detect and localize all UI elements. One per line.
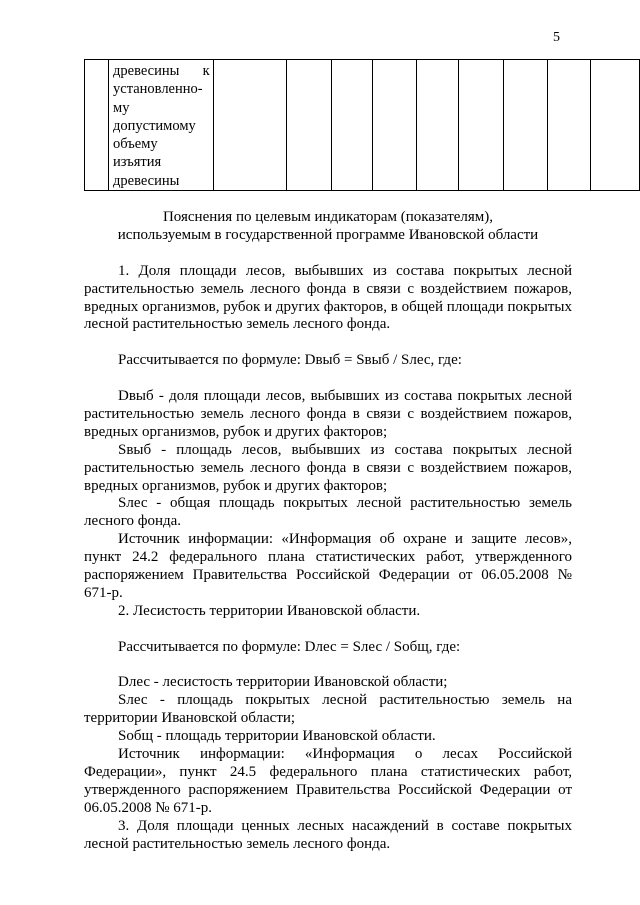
cell-word: древесины [113, 63, 180, 79]
cell-line: древесины [113, 172, 180, 189]
cell-line [113, 62, 210, 80]
indicator-2-definition: Dлес - лесистость территории Ивановской области; [118, 674, 448, 691]
cell-line: допустимому [113, 117, 196, 134]
cell-line: изъятия [113, 154, 162, 171]
cell-line: му [113, 99, 130, 116]
heading-line: используемым в государственной программе Ивановской области [117, 226, 539, 243]
indicator-3-title: 3. Доля площади ценных лесных насаждений в составе покрытых лесной растительностью земель лесного фонда. [84, 817, 572, 852]
cell-line: установленно- [113, 81, 203, 98]
table-cell-indicator [109, 60, 214, 191]
section-heading [84, 209, 572, 245]
indicator-1-formula: Рассчитывается по формуле: Dвыб = Sвыб / Sлес, где: [118, 352, 462, 369]
indicator-1-title: 1. Доля площади лесов, выбывших из состава покрытых лесной растительностью земель лесного фонда в связи с воздействием пожаров, вредных организмов, рубок и других факторов, в общей площади покрытых лесной растительностью земель лесного фонда. [84, 262, 572, 333]
table-row [85, 60, 640, 191]
indicator-table-fragment [84, 59, 640, 191]
indicator-1-source: Источник информации: «Информация об охране и защите лесов», пункт 24.2 федерального плана статистических работ, утвержденного распоряжением Правительства Российской Федерации от 06.05.2008 № 671-р. [84, 531, 572, 601]
indicator-1-definition: Sлес - общая площадь покрытых лесной растительностью земель лесного фонда. [84, 495, 572, 530]
table-cell-empty [547, 60, 590, 191]
table-cell-empty [331, 60, 372, 191]
page-number: 5 [553, 30, 560, 45]
indicator-2-title: 2. Лесистость территории Ивановской области. [118, 602, 421, 619]
table-cell-number [85, 60, 109, 191]
document-body [84, 209, 572, 854]
indicator-1-definition: Sвыб - площадь лесов, выбывших из состава покрытых лесной растительностью земель лесного фонда в связи с воздействием пожаров, вредных организмов, рубок и других факторов; [84, 441, 572, 494]
indicator-2-formula: Рассчитывается по формуле: Dлес = Sлес / Sобщ, где: [118, 638, 461, 655]
cell-line: объему [113, 136, 158, 153]
table-cell-empty [373, 60, 417, 191]
indicator-2-source: Источник информации: «Информация о лесах Российской Федерации», пункт 24.5 федерального плана статистических работ, утвержденного распоряжением Правительства Российской Федерации от 06.05.2008 № 671-р. [84, 746, 572, 816]
table-cell-empty [503, 60, 547, 191]
table-cell-empty [590, 60, 639, 191]
table-cell-empty [417, 60, 459, 191]
indicator-1-definition: Dвыб - доля площади лесов, выбывших из состава покрытых лесной растительностью земель лесного фонда в связи с воздействием пожаров, вредных организмов, рубок и других факторов; [84, 388, 572, 440]
table-cell-empty [213, 60, 286, 191]
indicator-2-definition: Sобщ - площадь территории Ивановской области. [118, 728, 436, 745]
table-cell-empty [286, 60, 331, 191]
heading-line: Пояснения по целевым индикаторам (показателям), [162, 209, 494, 225]
indicator-2-definition: Sлес - площадь покрытых лесной растительностью земель на территории Ивановской области; [84, 692, 572, 727]
table-cell-empty [459, 60, 503, 191]
cell-word: к [202, 63, 210, 79]
